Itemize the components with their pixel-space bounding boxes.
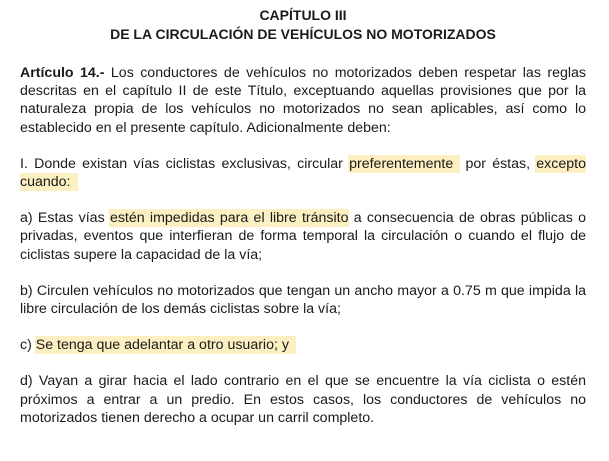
item-i-middle: por éstas, [459,155,537,172]
chapter-heading [20,6,586,44]
item-a-paragraph [20,209,586,264]
highlight-excepto-cuando: excepto cuando: [20,155,586,191]
article-text: Los conductores de vehículos no motorizados deben respetar las reglas descritas en el capítulo II de este Título, exceptuando aquellas provisiones que por la naturaleza propia de los vehículos no motorizados no sean aplicables, así como lo establecido en el presente capítulo. Adicionalmente deben: [20,65,586,136]
article-14-paragraph [20,64,586,137]
item-i-before: I. Donde existan vías ciclistas exclusivas, circular [20,155,350,172]
highlight-preferentemente: preferentemente [349,156,459,172]
chapter-title: CAPÍTULO III [259,7,347,23]
item-c-paragraph [20,336,586,354]
document-page [20,6,586,427]
highlight-adelantar: Se tenga que adelantar a otro usuario; y [36,337,295,353]
item-i-paragraph [20,155,586,191]
item-c-before: c) [20,337,36,354]
item-a-after: a consecuencia de obras públicas o privadas, eventos que interfieran de forma temporal la circulación o cuando el flujo de ciclistas supere la capacidad de la vía; [20,210,587,263]
highlight-impedidas: estén impedidas para el libre tránsito [109,210,349,227]
item-b-paragraph: b) Circulen vehículos no motorizados que tengan un ancho mayor a 0.75 m que impida la libre circulación de los demás ciclistas sobre la vía; [20,282,586,318]
item-d-paragraph: d) Vayan a girar hacia el lado contrario en el que se encuentre la vía ciclista o estén próximos a entrar a un predio. En estos casos, los conductores de vehículos no motorizados tienen derecho a ocupar un carril completo. [20,373,586,426]
chapter-subtitle: DE LA CIRCULACIÓN DE VEHÍCULOS NO MOTORIZADOS [110,26,496,42]
article-label: Artículo 14.- [20,65,105,81]
item-a-before: a) Estas vías [20,210,110,227]
